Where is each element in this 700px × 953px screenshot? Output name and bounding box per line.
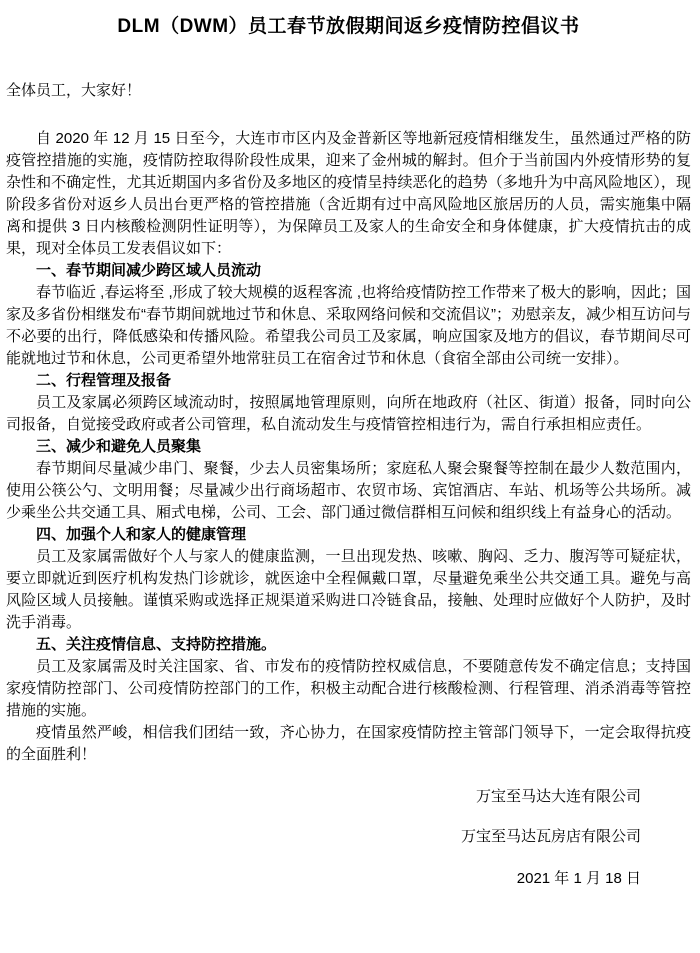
section-3-heading: 三、减少和避免人员聚集 <box>36 438 202 455</box>
section-2-body: 员工及家属必须跨区域流动时，按照属地管理原则，向所在地政府（社区、街道）报备，同时向公司报备，自觉接受政府或者公司管理，私自流动发生与疫情管控相违行为，需自行承担相应责任。 <box>6 394 691 433</box>
section-1-heading: 一、春节期间减少跨区域人员流动 <box>36 262 262 279</box>
section-3-body: 春节期间尽量减少串门、聚餐，少去人员密集场所；家庭私人聚会聚餐等控制在最少人数范围内，使用公筷公勺、文明用餐；尽量减少出行商场超市、农贸市场、宾馆酒店、车站、机场等公共场所。减少乘坐公共交通工具、厢式电梯，公司、工会、部门通过微信群相互问候和组织线上有益身心的活动。 <box>6 460 691 521</box>
signature-company-1: 万宝至马达大连有限公司 <box>475 788 641 805</box>
section-4-heading: 四、加强个人和家人的健康管理 <box>36 526 247 543</box>
section-4-body: 员工及家属需做好个人与家人的健康监测，一旦出现发热、咳嗽、胸闷、乏力、腹泻等可疑症状，要立即就近到医疗机构发热门诊就诊，就医途中全程佩戴口罩，尽量避免乘坐公共交通工具。避免与高风险区域人员接触。谨慎采购或选择正规渠道采购进口冷链食品，接触、处理时应做好个人防护，及时洗手消毒。 <box>6 548 691 631</box>
greeting-line: 全体员工，大家好！ <box>6 82 142 99</box>
signature-date: 2021 年 1 月 18 日 <box>516 870 641 887</box>
signature-company-2: 万宝至马达瓦房店有限公司 <box>460 828 641 845</box>
section-5-heading: 五、关注疫情信息、支持防控措施。 <box>36 636 277 653</box>
page-title: DLM（DWM）员工春节放假期间返乡疫情防控倡议书 <box>117 16 580 37</box>
section-5-body: 员工及家属需及时关注国家、省、市发布的疫情防控权威信息，不要随意传发不确定信息；支持国家疫情防控部门、公司疫情防控部门的工作，积极主动配合进行核酸检测、行程管理、消杀消毒等管控措施的实施。 <box>6 658 691 719</box>
section-1-body: 春节临近 ,春运将至 ,形成了较大规模的返程客流 ,也将给疫情防控工作带来了极大的影响，因此；国家及多省份相继发布“春节期间就地过节和休息、采取网络问候和交流倡议”；劝慰亲友，减少相互访问与不必要的出行，降低感染和传播风险。希望我公司员工及家属，响应国家及地方的倡议，春节期间尽可能就地过节和休息，公司更希望外地常驻员工在宿舍过节和休息（食宿全部由公司统一安排）。 <box>6 284 692 367</box>
section-2-heading: 二、行程管理及报备 <box>36 372 172 389</box>
signature-block <box>6 786 691 890</box>
intro-paragraph: 自 2020 年 12 月 15 日至今，大连市市区内及金普新区等地新冠疫情相继发生，虽然通过严格的防疫管控措施的实施，疫情防控取得阶段性成果，迎来了金州城的解封。但介于当前国内外疫情形势的复杂性和不确定性，尤其近期国内多省份及多地区的疫情呈持续恶化的趋势（多地升为中高风险地区），现阶段多省份对返乡人员出台更严格的管控措施（含近期有过中高风险地区旅居历的人员，需实施集中隔离和提供 3 日内核酸检测阴性证明等），为保障员工及家人的生命安全和身体健康，扩大疫情抗击的成果，现对全体员工发表倡议如下： <box>6 130 691 257</box>
closing-paragraph: 疫情虽然严峻，相信我们团结一致，齐心协力，在国家疫情防控主管部门领导下，一定会取得抗疫的全面胜利！ <box>6 724 691 763</box>
